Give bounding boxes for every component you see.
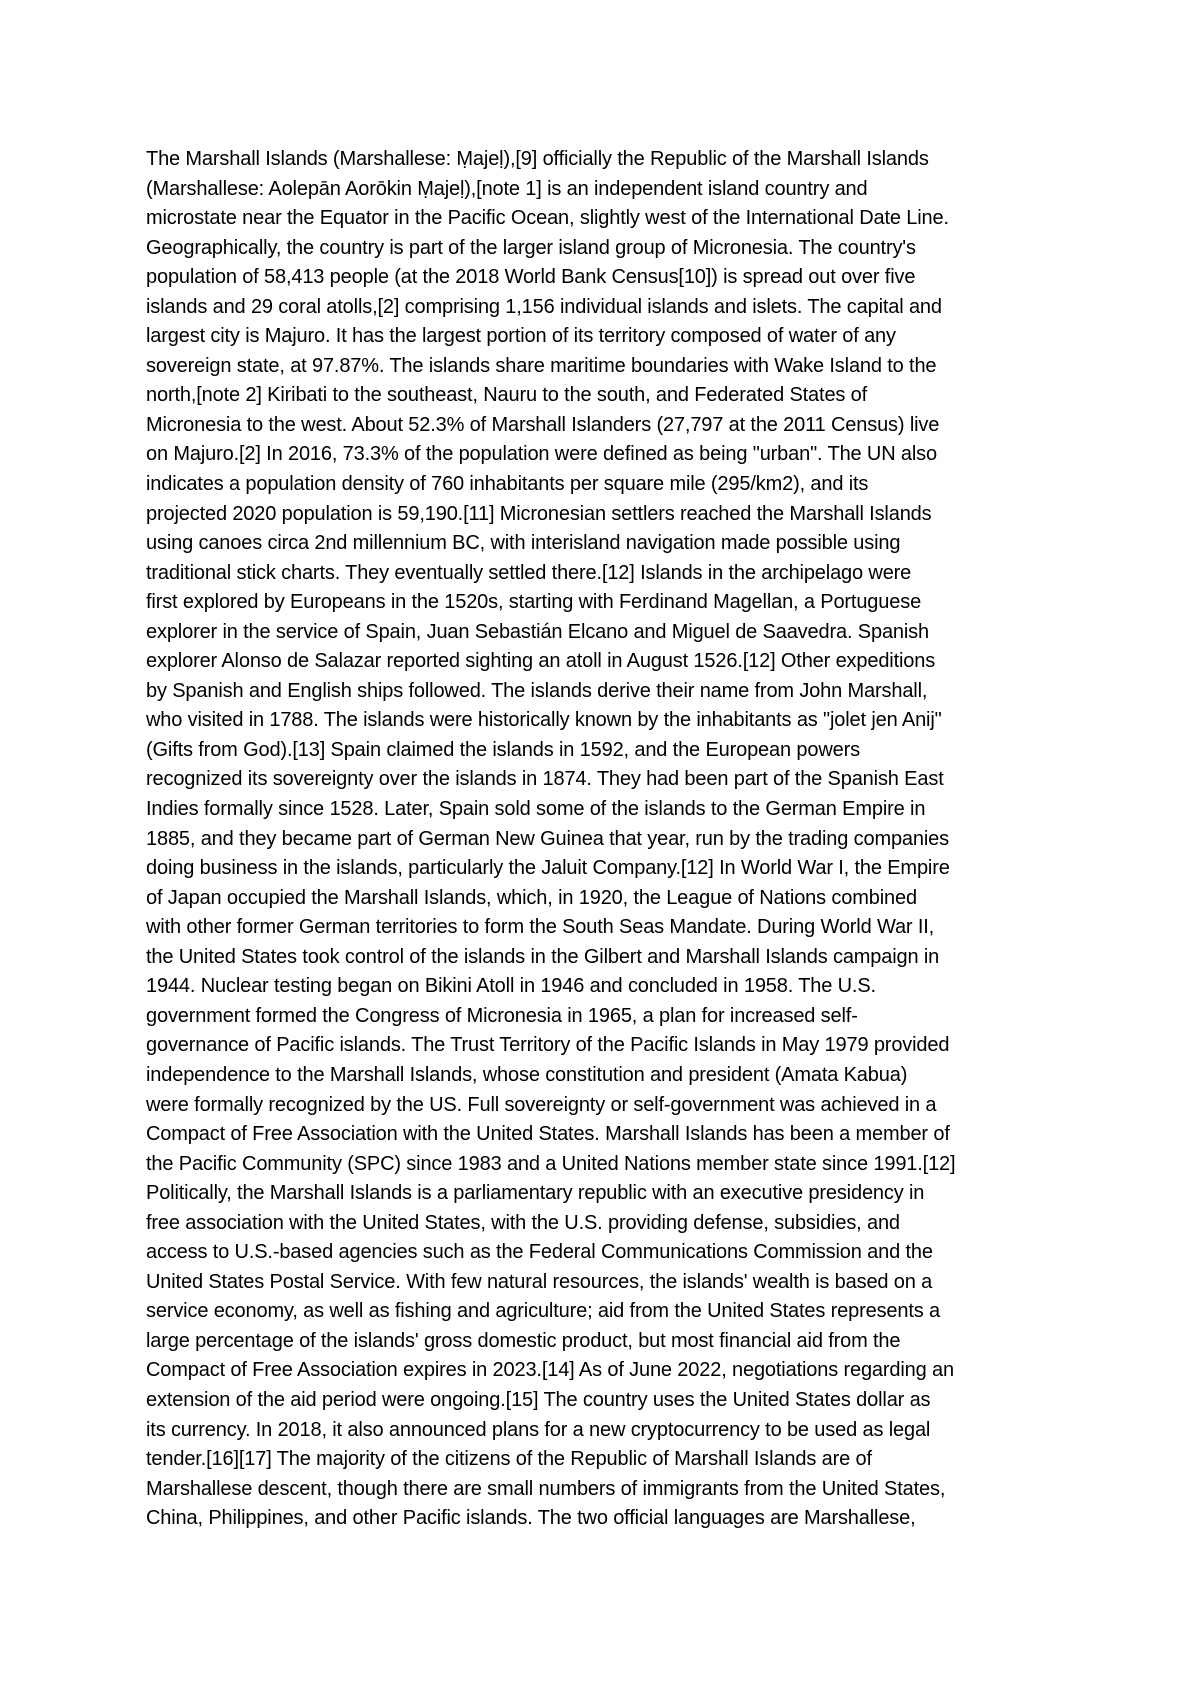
text-line: islands and 29 coral atolls,[2] comprising 1,156 individual islands and islets. The capital and [146,295,942,318]
text-line: United States Postal Service. With few natural resources, the islands' wealth is based on a [146,1270,933,1293]
text-line: service economy, as well as fishing and agriculture; aid from the United States represents a [146,1300,941,1323]
text-line: (Marshallese: Aolepān Aorōkin Ṃajeḷ),[note 1] is an independent island country and [146,177,868,200]
text-line: large percentage of the islands' gross domestic product, but most financial aid from the [146,1329,901,1352]
text-line: The Marshall Islands (Marshallese: Ṃajeḷ),[9] officially the Republic of the Marshall Islands [146,148,929,170]
text-line: of Japan occupied the Marshall Islands, which, in 1920, the League of Nations combined [146,886,917,909]
text-line: with other former German territories to form the South Seas Mandate. During World War II, [146,916,935,939]
text-line: Marshallese descent, though there are small numbers of immigrants from the United States, [146,1477,946,1500]
text-line: the Pacific Community (SPC) since 1983 and a United Nations member state since 1991.[12] [146,1152,956,1175]
text-line: were formally recognized by the US. Full sovereignty or self-government was achieved in a [146,1093,937,1116]
text-line: governance of Pacific islands. The Trust Territory of the Pacific Islands in May 1979 provided [146,1034,950,1057]
text-line: (Gifts from God).[13] Spain claimed the islands in 1592, and the European powers [146,738,860,761]
text-line: access to U.S.-based agencies such as the Federal Communications Commission and the [146,1241,933,1264]
text-line: largest city is Majuro. It has the largest portion of its territory composed of water of any [146,325,896,348]
text-line: China, Philippines, and other Pacific islands. The two official languages are Marshallese, [146,1507,916,1530]
text-line: indicates a population density of 760 inhabitants per square mile (295/km2), and its [146,473,869,496]
text-line: microstate near the Equator in the Pacific Ocean, slightly west of the International Date Line. [146,207,949,230]
text-line: first explored by Europeans in the 1520s, starting with Ferdinand Magellan, a Portuguese [146,591,922,614]
text-line: Micronesia to the west. About 52.3% of Marshall Islanders (27,797 at the 2011 Census) live [146,413,940,436]
text-line: population of 58,413 people (at the 2018 World Bank Census[10]) is spread out over five [146,266,916,289]
text-line: Compact of Free Association with the United States. Marshall Islands has been a member of [146,1123,950,1146]
text-line: north,[note 2] Kiribati to the southeast, Nauru to the south, and Federated States of [146,384,868,407]
text-line: explorer Alonso de Salazar reported sighting an atoll in August 1526.[12] Other expeditions [146,650,936,673]
text-line: traditional stick charts. They eventually settled there.[12] Islands in the archipelago were [146,561,912,584]
text-line: the United States took control of the islands in the Gilbert and Marshall Islands campaign in [146,945,940,968]
text-line: Compact of Free Association expires in 2023.[14] As of June 2022, negotiations regarding an [146,1359,954,1382]
body-paragraph [146,145,1066,1534]
text-line: explorer in the service of Spain, Juan Sebastián Elcano and Miguel de Saavedra. Spanish [146,620,930,643]
text-line: 1885, and they became part of German New Guinea that year, run by the trading companies [146,827,949,850]
text-line: recognized its sovereignty over the islands in 1874. They had been part of the Spanish East [146,768,944,791]
text-line: Politically, the Marshall Islands is a parliamentary republic with an executive presidency in [146,1182,925,1205]
text-line: on Majuro.[2] In 2016, 73.3% of the population were defined as being "urban". The UN also [146,443,938,466]
text-line: tender.[16][17] The majority of the citizens of the Republic of Marshall Islands are of [146,1448,872,1471]
text-line: who visited in 1788. The islands were historically known by the inhabitants as "jolet jen Anij" [146,709,942,732]
text-line: government formed the Congress of Micronesia in 1965, a plan for increased self- [146,1004,858,1027]
text-line: Indies formally since 1528. Later, Spain sold some of the islands to the German Empire in [146,798,926,821]
text-line: extension of the aid period were ongoing.[15] The country uses the United States dollar as [146,1388,931,1411]
text-line: 1944. Nuclear testing began on Bikini Atoll in 1946 and concluded in 1958. The U.S. [146,975,876,998]
text-line: its currency. In 2018, it also announced plans for a new cryptocurrency to be used as legal [146,1418,931,1441]
text-line: doing business in the islands, particularly the Jaluit Company.[12] In World War I, the Empire [146,857,950,880]
text-line: by Spanish and English ships followed. The islands derive their name from John Marshall, [146,679,928,702]
text-line: Geographically, the country is part of the larger island group of Micronesia. The country's [146,236,916,259]
text-line: using canoes circa 2nd millennium BC, with interisland navigation made possible using [146,532,901,555]
text-line: sovereign state, at 97.87%. The islands share maritime boundaries with Wake Island to the [146,354,937,377]
text-line: free association with the United States, with the U.S. providing defense, subsidies, and [146,1211,900,1234]
text-line: projected 2020 population is 59,190.[11] Micronesian settlers reached the Marshall Islands [146,502,932,525]
text-line: independence to the Marshall Islands, whose constitution and president (Amata Kabua) [146,1063,908,1086]
